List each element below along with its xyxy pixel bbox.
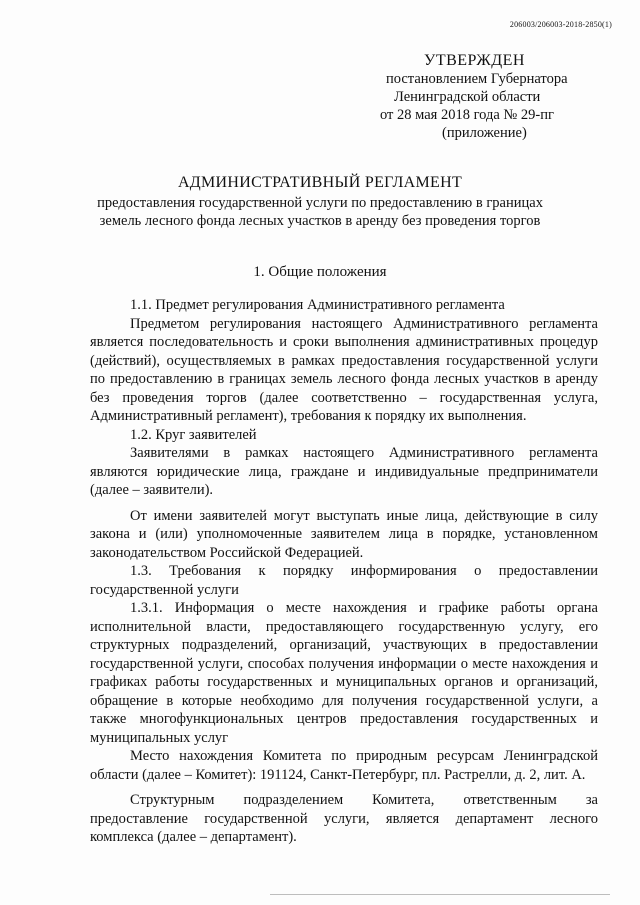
document-subtitle: предоставления государственной услуги по предоставлению в границах земель лесного фонда лесных участков в аренду без проведения торгов xyxy=(97,195,543,229)
approval-date: от 28 мая 2018 года № 29-пг xyxy=(380,107,554,123)
paragraph: 1.3. Требования к порядку информирования о предоставлении государственной услуги xyxy=(90,563,598,598)
paragraph: Предметом регулирования настоящего Административного регламента является последовательность и сроки выполнения административных процедур (действий), осуществляемых в рамках предоставления государственной услуги по предоставлению в границах земель лесного фонда лесных участков в аренду без проведения торгов (далее соответственно – государственная услуга, Административный регламент), требования к порядку их выполнения. xyxy=(90,315,598,424)
paragraph: 1.2. Круг заявителей xyxy=(130,426,257,443)
paragraph: 1.3.1. Информация о месте нахождения и графике работы органа исполнительной власти, предоставляющего государственную услугу, его структурных подразделений, организаций, участвующих в предоставлении государственной услуги, способах получения информации о месте нахождения и графиках работы государственных и муниципальных органов и организаций, обращение в которые необходимо для получения государственной услуги, а также многофункциональных центров предоставления государственных и муниципальных услуг xyxy=(90,600,598,746)
document-body xyxy=(90,296,598,847)
paragraph: Место нахождения Комитета по природным ресурсам Ленинградской области (далее – Комитет): 191124, Санкт-Петербург, пл. Растрелли, д. 2, лит. А. xyxy=(90,748,598,783)
document-id: 206003/206003-2018-2850(1) xyxy=(509,20,612,29)
approval-line: постановлением Губернатора xyxy=(386,71,568,87)
scan-edge-line xyxy=(270,894,610,895)
paragraph: 1.1. Предмет регулирования Административного регламента xyxy=(130,297,505,313)
document-title: АДМИНИСТРАТИВНЫЙ РЕГЛАМЕНТ xyxy=(177,174,463,191)
approval-line: Ленинградской области xyxy=(394,89,541,105)
paragraph: Структурным подразделением Комитета, ответственным за предоставление государственной услуги, является департамент лесного комплекса (далее – департамент). xyxy=(90,792,598,845)
approval-stamp xyxy=(380,52,620,142)
paragraph: От имени заявителей могут выступать иные лица, действующие в силу закона и (или) уполномоченные заявителем лица в порядке, установленном законодательством Российской Федерацией. xyxy=(90,507,598,561)
approval-note: (приложение) xyxy=(442,125,527,141)
section-heading: 1. Общие положения xyxy=(253,264,387,280)
paragraph: Заявителями в рамках настоящего Административного регламента являются юридические лица, граждане и индивидуальные предприниматели (далее – заявители). xyxy=(90,445,598,498)
approval-heading: УТВЕРЖДЕН xyxy=(424,52,525,69)
